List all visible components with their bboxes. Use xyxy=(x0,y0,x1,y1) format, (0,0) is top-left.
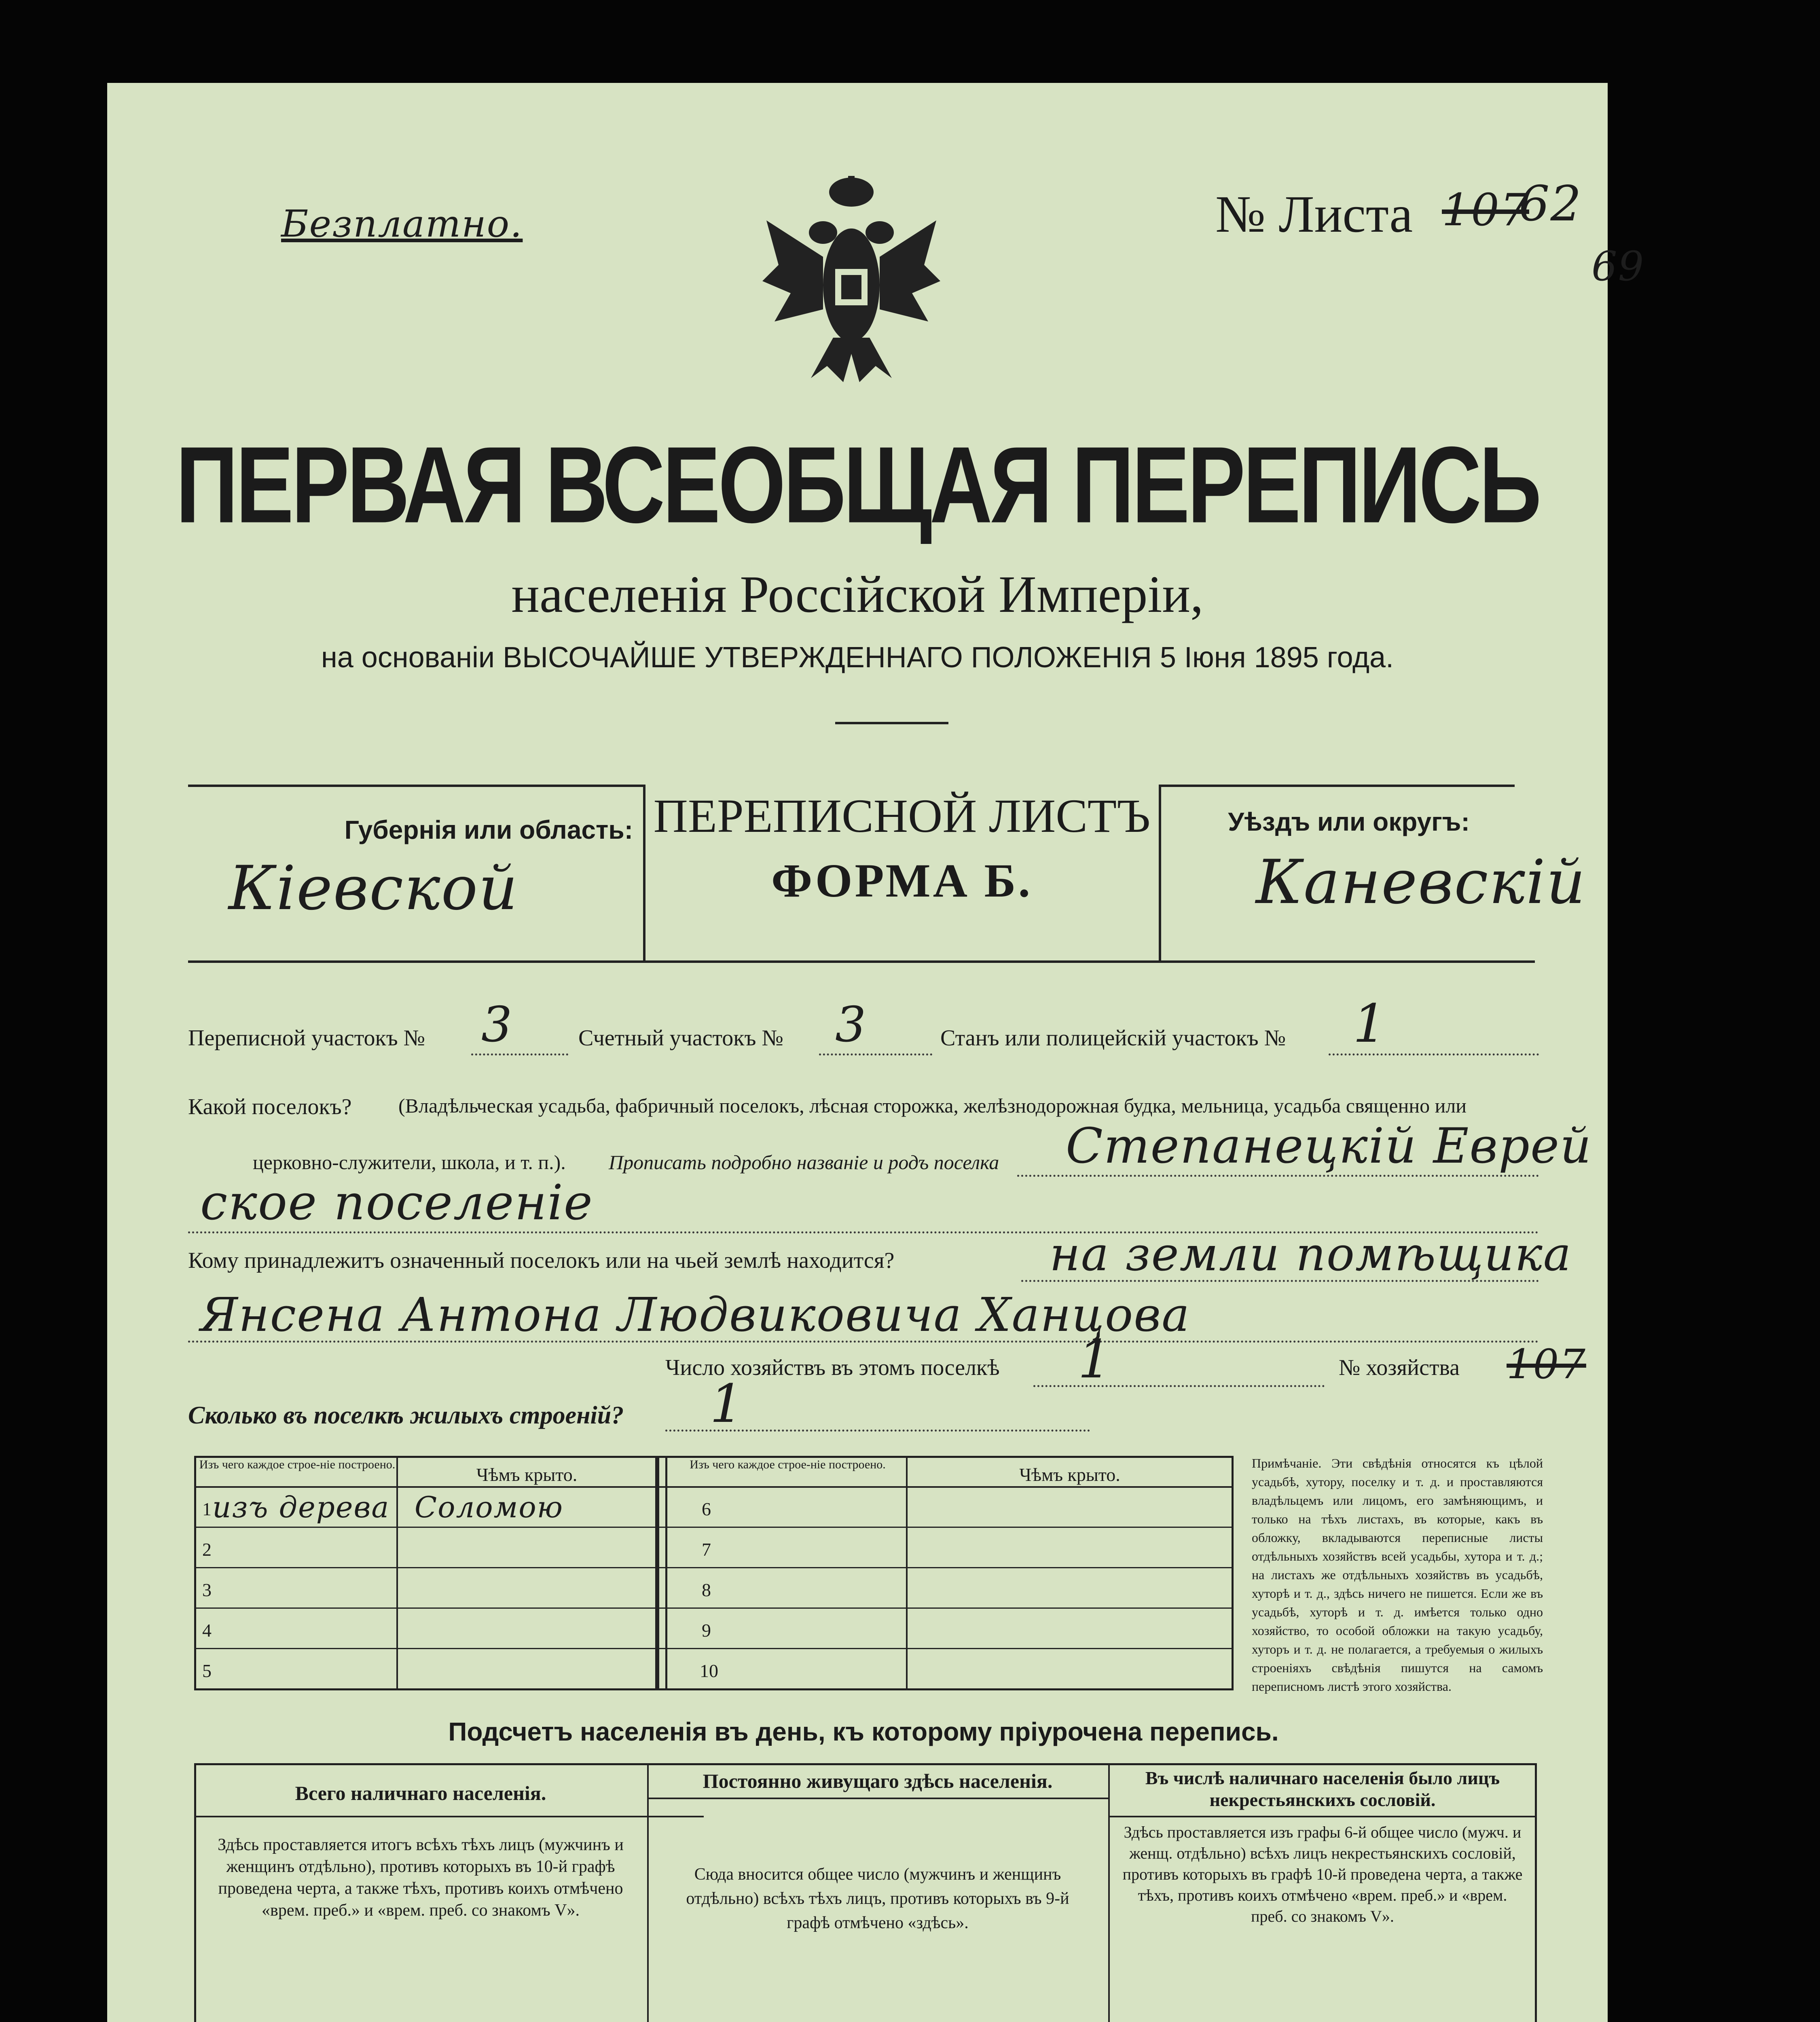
stan-label: Станъ или полицейскій участокъ № xyxy=(940,1026,1286,1051)
buildings-value: 1 xyxy=(710,1373,744,1434)
count-area-label: Счетный участокъ № xyxy=(578,1026,783,1051)
building-row-2-number: 2 xyxy=(202,1539,212,1560)
building-row-7-number: 7 xyxy=(702,1539,711,1560)
count-area-value: 3 xyxy=(835,997,867,1053)
population-col1-title: Всего наличнаго населенія. xyxy=(295,1782,546,1804)
population-col2-text: Сюда вносится общее число (мужчинъ и женщинъ отдѣльно) всѣхъ тѣхъ лицъ, противъ которыхъ въ 9-й графѣ отмѣчено «здѣсь». xyxy=(686,1865,1069,1932)
population-col1-text: Здѣсь проставляется итогъ всѣхъ тѣхъ лицъ (мужчинъ и женщинъ отдѣльно), противъ которыхъ въ 10-й графѣ проведена черта, а также тѣхъ, противъ коихъ отмѣчено «врем. преб.» и «врем. преб. со знакомъ V». xyxy=(218,1836,624,1920)
imperial-eagle-icon xyxy=(762,176,940,386)
buildings-col-roof-right: Чѣмъ крыто. xyxy=(1019,1464,1120,1485)
sheet-number-value: 62 xyxy=(1519,176,1582,232)
settlement-label: Какой поселокъ? xyxy=(188,1094,352,1119)
uezd-value: Каневскій xyxy=(1256,847,1586,918)
census-area-label: Переписной участокъ № xyxy=(188,1026,425,1051)
legal-basis: на основаніи ВЫСОЧАЙШЕ УТВЕРЖДЕННАГО ПОЛОЖЕНІЯ 5 Іюня 1895 года. xyxy=(321,641,1394,674)
settlement-hint-2: церковно-служители, школа, и т. п.). xyxy=(253,1151,566,1174)
population-col3-title: Въ числѣ наличнаго населенія было лицъ некрестьянскихъ сословій. xyxy=(1145,1768,1500,1810)
buildings-note: Примѣчаніе. Эти свѣдѣнія относятся къ цѣлой усадьбѣ, хутору, поселку и т. д. и проставляются владѣльцемъ или лицомъ, его замѣняющимъ, и только на тѣхъ листахъ, въ которые, какъ въ обложку, вкладываются переписные листы отдѣльныхъ хозяйствъ всей усадьбы, хутора и т. д.; на листахъ же отдѣльныхъ хозяйствъ въ усадьбѣ, хуторѣ и т. д., здѣсь ничего не пишется. Если же въ усадьбѣ, хуторѣ и т. д. имѣется только одно хозяйство, то особой обложки на такую усадьбу, хуторъ и т. д. не полагается, а требуемыя о жилыхъ строеніяхъ свѣдѣнія пишутся на самомъ переписномъ листѣ этого хозяйства. xyxy=(1252,1456,1543,1694)
population-col3-text: Здѣсь проставляется изъ графы 6-й общее число (мужч. и женщ. отдѣльно) всѣхъ лицъ некрестьянскихъ сословій, противъ которыхъ въ графѣ 10-й проведена черта, а также тѣхъ, противъ коихъ отмѣчено «врем. преб.» и «врем. преб. со знакомъ V». xyxy=(1122,1823,1523,1925)
owner-label: Кому принадлежитъ означенный поселокъ или на чьей землѣ находится? xyxy=(188,1248,895,1273)
gubernia-label: Губернія или область: xyxy=(344,815,633,844)
settlement-value-1: Степанецкій Еврей xyxy=(1066,1118,1592,1174)
building-row-3-number: 3 xyxy=(202,1580,212,1600)
owner-value-2: Янсена Антона Людвиковича Ханцова xyxy=(200,1288,1190,1342)
census-area-value: 3 xyxy=(481,997,513,1053)
free-label: Безплатно. xyxy=(281,202,523,245)
page-subtitle: населенія Россійской Имперіи, xyxy=(511,565,1204,624)
owner-value-1: на земли помѣщика xyxy=(1050,1227,1572,1282)
households-value: 1 xyxy=(1078,1328,1112,1390)
building-row-10-number: 10 xyxy=(700,1660,718,1681)
settlement-value-2: ское поселеніе xyxy=(200,1175,593,1231)
census-sheet xyxy=(107,83,1645,2022)
gubernia-value: Кіевской xyxy=(229,853,518,924)
building-row-6-number: 6 xyxy=(702,1499,711,1519)
margin-number: 69 xyxy=(1591,243,1645,290)
household-number-label: № хозяйства xyxy=(1339,1355,1460,1380)
form-title: ПЕРЕПИСНОЙ ЛИСТЪ xyxy=(653,789,1151,842)
buildings-col-roof-left: Чѣмъ крыто. xyxy=(476,1464,578,1485)
sheet-number-struck: 107 xyxy=(1442,184,1529,236)
sheet-number-label: № Листа xyxy=(1215,185,1413,243)
building-row-1-roof: Соломою xyxy=(415,1490,564,1524)
population-col2-title: Постоянно живущаго здѣсь населенія. xyxy=(703,1770,1053,1792)
building-row-4-number: 4 xyxy=(202,1620,212,1641)
settlement-hint: (Владѣльческая усадьба, фабричный поселокъ, лѣсная сторожка, желѣзнодорожная будка, мельница, усадьба священно или xyxy=(398,1094,1467,1117)
building-row-8-number: 8 xyxy=(702,1580,711,1600)
buildings-label: Сколько въ поселкѣ жилыхъ строеній? xyxy=(188,1402,624,1429)
household-number-value: 107 xyxy=(1507,1341,1586,1388)
building-row-1-number: 1 xyxy=(202,1499,212,1519)
building-row-1-material: изъ дерева xyxy=(212,1490,390,1524)
uezd-label: Уѣздъ или округъ: xyxy=(1228,807,1470,836)
population-title: Подсчетъ населенія въ день, къ которому пріурочена перепись. xyxy=(448,1717,1279,1746)
settlement-hint-3: Прописать подробно названіе и родъ поселка xyxy=(609,1151,999,1174)
form-name: ФОРМА Б. xyxy=(771,854,1033,907)
buildings-col-material-right: Изъ чего каждое строе-ніе построено. xyxy=(690,1458,886,1471)
households-label: Число хозяйствъ въ этомъ поселкѣ xyxy=(665,1355,1000,1380)
buildings-col-material-left: Изъ чего каждое строе-ніе построено. xyxy=(199,1458,396,1471)
page-title: ПЕРВАЯ ВСЕОБЩАЯ ПЕРЕПИСЬ xyxy=(176,423,1539,546)
building-row-9-number: 9 xyxy=(702,1620,711,1641)
stan-value: 1 xyxy=(1353,993,1387,1054)
building-row-5-number: 5 xyxy=(202,1660,212,1681)
